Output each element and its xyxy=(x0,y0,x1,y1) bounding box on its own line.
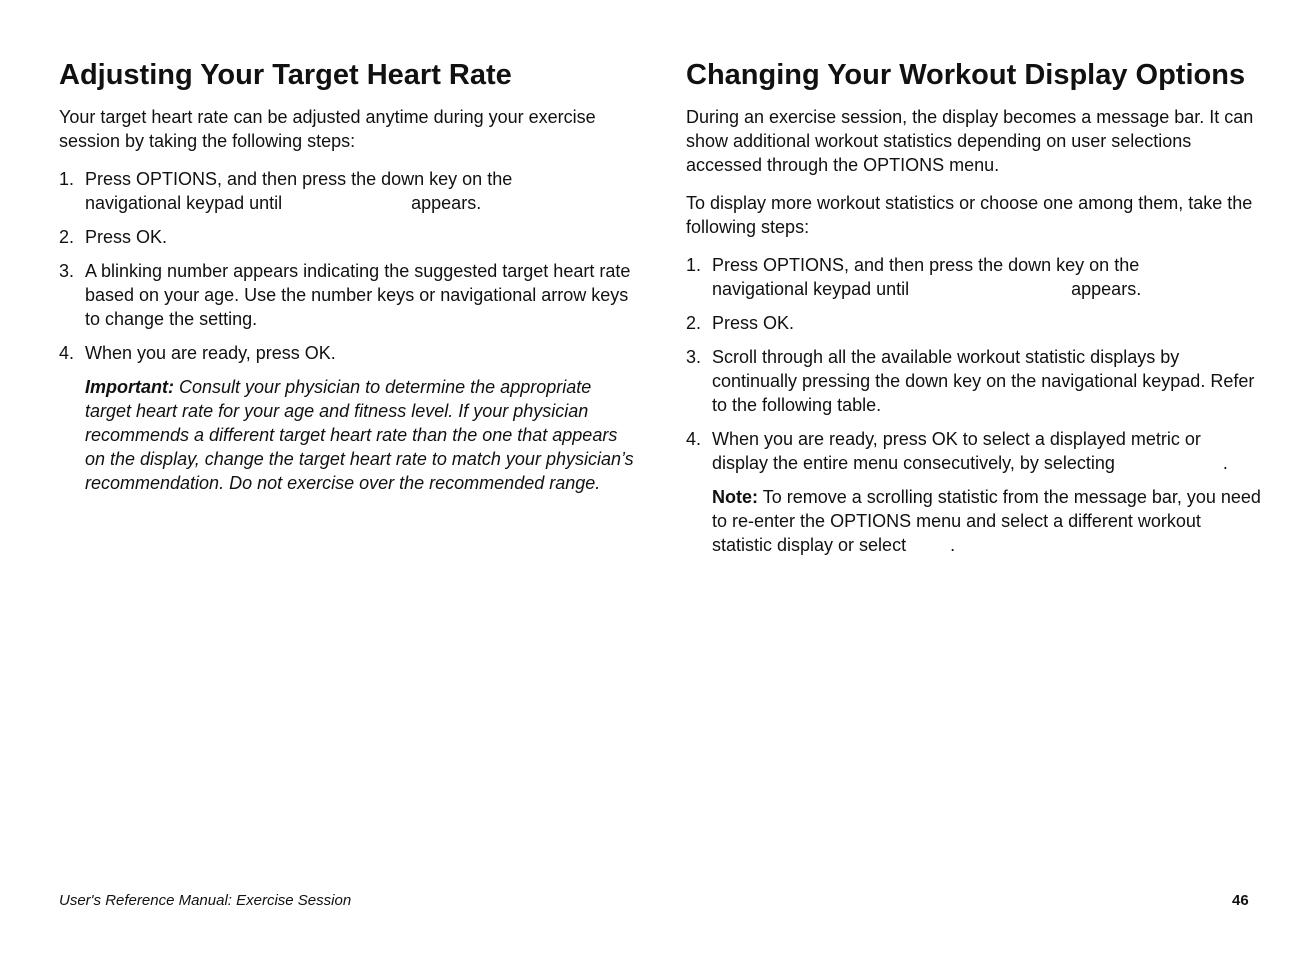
step-text: appears. xyxy=(411,193,482,213)
steps-list xyxy=(686,253,1261,475)
footer-manual-title: User's Reference Manual: Exercise Session xyxy=(59,892,352,909)
step-text: appears. xyxy=(1071,279,1142,299)
step-text: A blinking number appears indicating the suggested target heart rate based on your age. Use the number keys or navigational arrow keys to change the setting. xyxy=(85,261,631,329)
intro-paragraph: Your target heart rate can be adjusted anytime during your exercise session by taking the following steps: xyxy=(59,107,596,151)
note-paragraph xyxy=(686,485,1261,557)
step-text: Press OK. xyxy=(85,227,168,247)
list-item xyxy=(59,225,634,249)
important-label: Important: xyxy=(85,377,174,397)
step-number: 2. xyxy=(59,227,75,247)
step-text: Press OPTIONS, and then press the down key on the xyxy=(712,255,1140,275)
step-number: 3. xyxy=(686,347,702,367)
step-text: navigational keypad until xyxy=(85,193,283,213)
right-column xyxy=(686,58,1261,557)
step-text: navigational keypad until xyxy=(712,279,910,299)
steps-list xyxy=(59,167,634,365)
list-item xyxy=(686,427,1261,475)
list-item xyxy=(686,311,1261,335)
step-number: 2. xyxy=(686,313,702,333)
step-text: Press OK. xyxy=(712,313,795,333)
step-text: Press OPTIONS, and then press the down key on the xyxy=(85,169,513,189)
step-number: 3. xyxy=(59,261,75,281)
list-item xyxy=(686,345,1261,417)
note-text: To remove a scrolling statistic from the message bar, you need to re-enter the OPTIONS menu and select a different workout statistic display or select xyxy=(712,487,1261,555)
step-text: When you are ready, press OK. xyxy=(85,343,336,363)
section-title-target-heart-rate: Adjusting Your Target Heart Rate xyxy=(59,59,512,91)
step-number: 4. xyxy=(59,343,75,363)
important-text: Consult your physician to determine the appropriate target heart rate for your age and fitness level. If your physician recommends a different target heart rate than the one that appears on the display, change the target heart rate to match your physician’s recommendation. Do not exercise over the recommended range. xyxy=(85,377,634,493)
instruction-paragraph: To display more workout statistics or choose one among them, take the following steps: xyxy=(686,193,1253,237)
list-item xyxy=(59,341,634,365)
step-number: 1. xyxy=(686,255,702,275)
section-title-workout-display: Changing Your Workout Display Options xyxy=(686,59,1246,91)
intro-paragraph: During an exercise session, the display becomes a message bar. It can show additional workout statistics depending on user selections accessed through the OPTIONS menu. xyxy=(686,107,1254,175)
list-item xyxy=(686,253,1261,301)
step-number: 4. xyxy=(686,429,702,449)
list-item xyxy=(59,259,634,331)
list-item xyxy=(59,167,634,215)
note-text: . xyxy=(950,535,956,555)
step-number: 1. xyxy=(59,169,75,189)
important-note xyxy=(59,375,634,495)
step-text: Scroll through all the available workout statistic displays by continually pressing the down key on the navigational keypad. Refer to the following table. xyxy=(712,347,1255,415)
step-text: . xyxy=(1222,453,1228,473)
step-text: When you are ready, press OK to select a displayed metric or display the entire menu consecutively, by selecting xyxy=(712,429,1201,473)
note-label: Note: xyxy=(712,487,758,507)
left-column xyxy=(59,58,634,495)
page-number: 46 xyxy=(1232,892,1249,909)
